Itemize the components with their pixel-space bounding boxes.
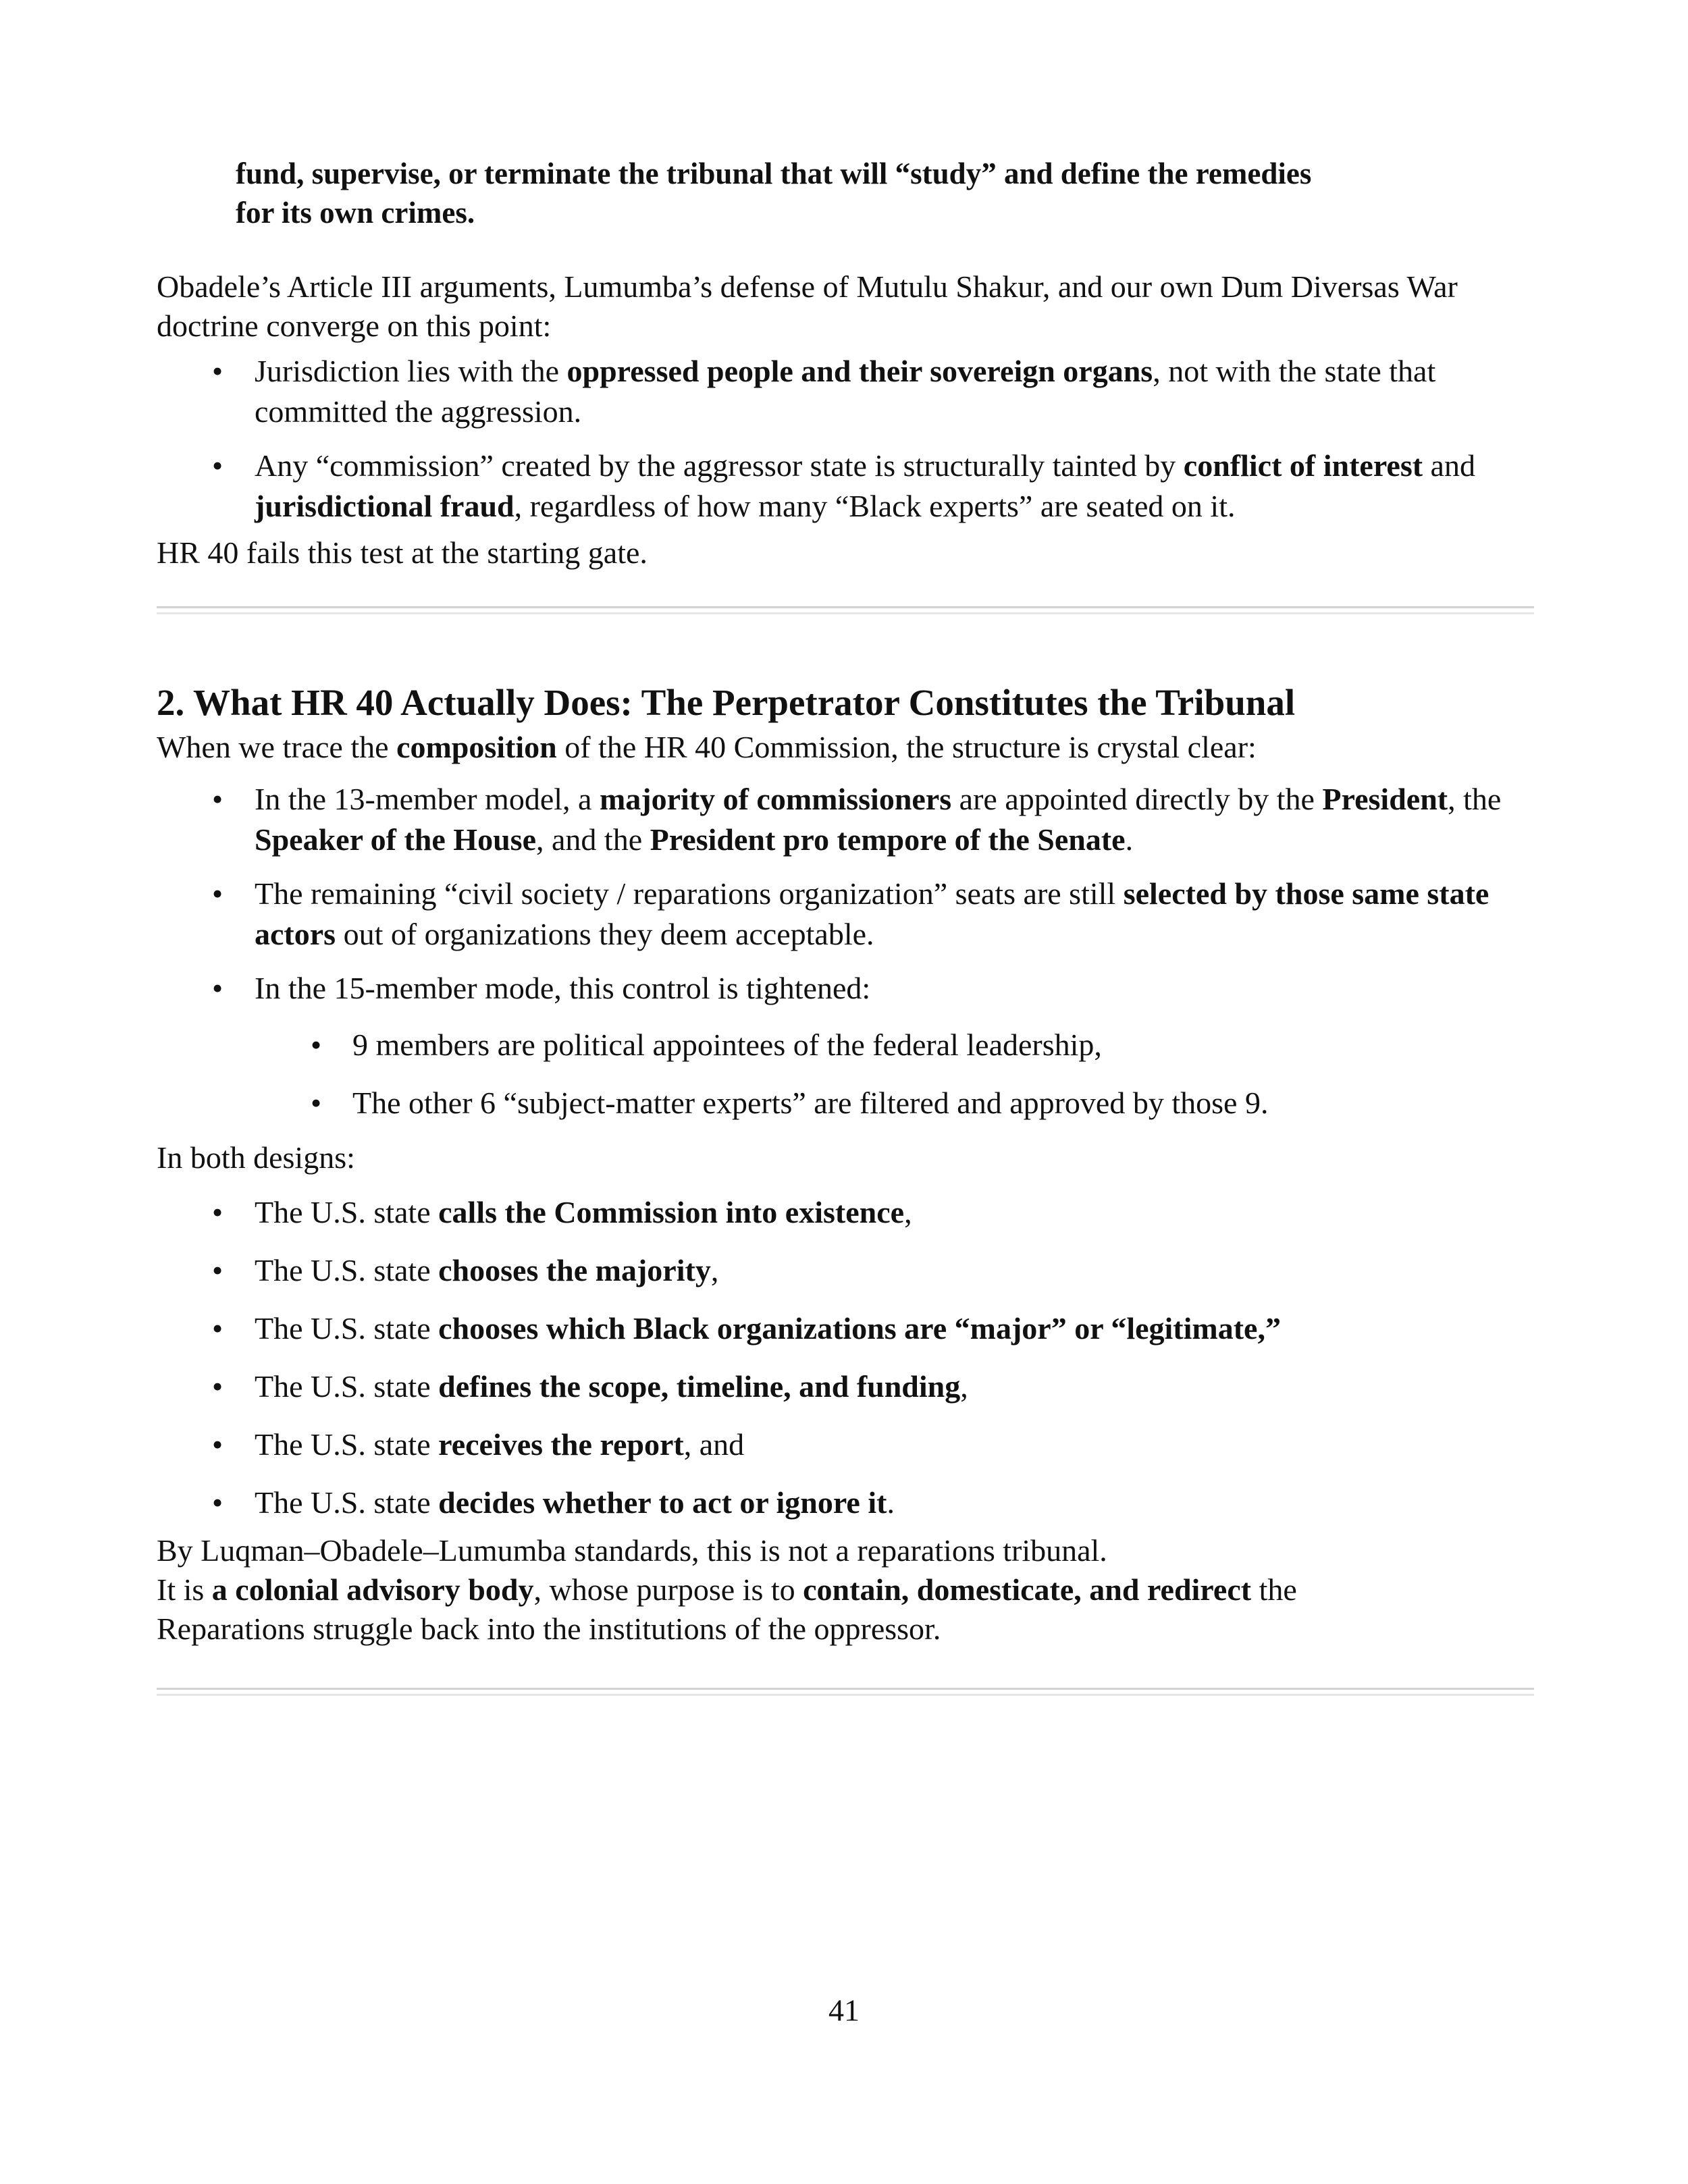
closing-line-1: By Luqman–Obadele–Lumumba standards, this is not a reparations tribunal.	[157, 1533, 1107, 1568]
list-item: • The U.S. state calls the Commission into existence,	[157, 1192, 1534, 1233]
section-heading: 2. What HR 40 Actually Does: The Perpetrator Constitutes the Tribunal	[157, 682, 1296, 723]
list-item: • The U.S. state decides whether to act or ignore it.	[157, 1483, 1534, 1523]
list-item: • Any “commission” created by the aggressor state is structurally tainted by conflict of interest and jurisdictional fraud, regardless of how many “Black experts” are seated on it.	[157, 446, 1534, 527]
sub-list-item: • 9 members are political appointees of the federal leadership,	[157, 1025, 1534, 1065]
page-number: 41	[828, 1993, 860, 2027]
document-page	[157, 154, 1534, 1696]
section-divider	[157, 606, 1534, 614]
closing-line-2: It is a colonial advisory body, whose purpose is to contain, domesticate, and redirect the Reparations struggle back into the institutions of the oppressor.	[157, 1572, 1297, 1646]
quote-line-2: for its own crimes.	[236, 196, 475, 230]
sub-list	[157, 1025, 1534, 1123]
list-item: • Jurisdiction lies with the oppressed people and their sovereign organs, not with the state that committed the aggression.	[157, 351, 1534, 432]
list-item: • The U.S. state chooses the majority,	[157, 1250, 1534, 1291]
fails-line: HR 40 fails this test at the starting gate.	[157, 535, 648, 570]
list-item: • In the 15-member mode, this control is tightened:	[157, 968, 1534, 1009]
section-intro: When we trace the composition of the HR 40 Commission, the structure is crystal clear:	[157, 730, 1257, 764]
quote-continuation	[236, 154, 1534, 232]
jurisdiction-list	[157, 351, 1534, 527]
state-control-list	[157, 1192, 1534, 1523]
list-item: • In the 13-member model, a majority of commissioners are appointed directly by the President, the Speaker of the House, and the President pro tempore of the Senate.	[157, 779, 1534, 860]
list-item: • The remaining “civil society / reparations organization” seats are still selected by those same state actors out of organizations they deem acceptable.	[157, 874, 1534, 955]
composition-list	[157, 779, 1534, 1009]
both-designs-line: In both designs:	[157, 1140, 355, 1175]
quote-line-1: fund, supervise, or terminate the tribunal that will “study” and define the remedies	[236, 157, 1312, 190]
section-divider	[157, 1688, 1534, 1696]
list-item: • The U.S. state receives the report, and	[157, 1424, 1534, 1465]
intro-paragraph	[157, 267, 1500, 346]
sub-list-item: • The other 6 “subject-matter experts” are filtered and approved by those 9.	[157, 1083, 1534, 1123]
list-item: • The U.S. state chooses which Black organizations are “major” or “legitimate,”	[157, 1308, 1534, 1349]
intro-text: Obadele’s Article III arguments, Lumumba’s defense of Mutulu Shakur, and our own Dum Diversas War doctrine converge on this point:	[157, 269, 1458, 343]
list-item: • The U.S. state defines the scope, timeline, and funding,	[157, 1366, 1534, 1407]
